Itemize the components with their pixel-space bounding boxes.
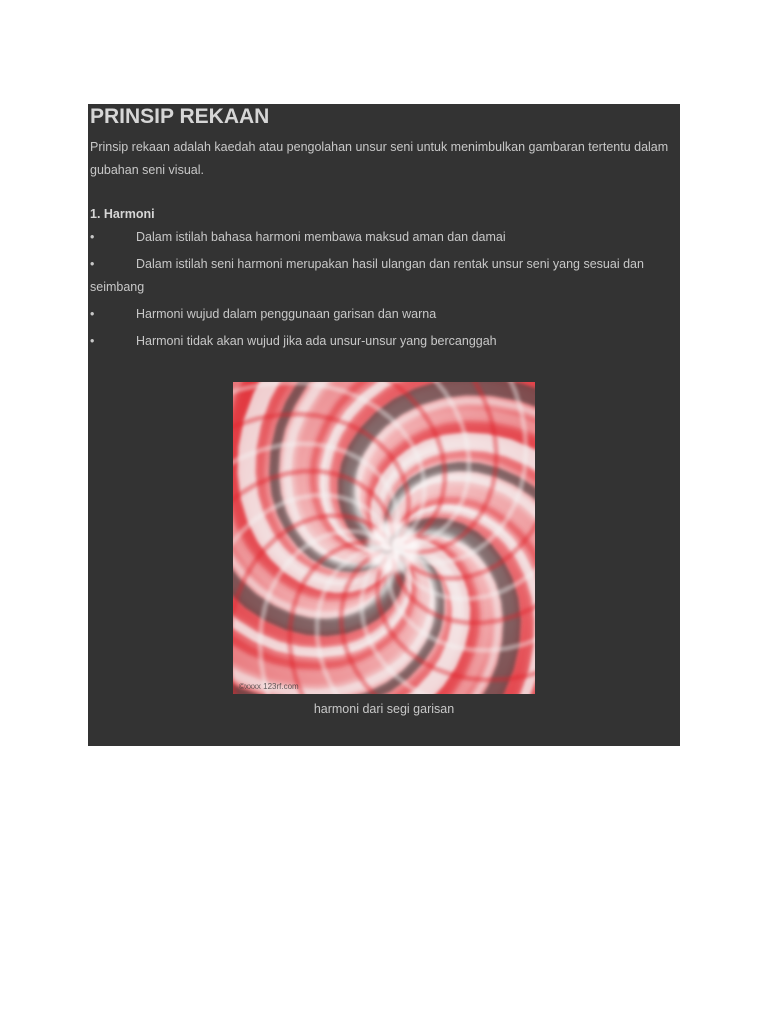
image-caption: harmoni dari segi garisan <box>313 702 455 716</box>
list-item-text: Dalam istilah seni harmoni merupakan hasil ulangan dan rentak unsur seni yang sesuai dan seimbang <box>90 257 644 294</box>
list-item <box>90 253 676 299</box>
bullet-icon: • <box>90 257 95 271</box>
bullet-icon: • <box>90 307 95 321</box>
list-item-text: Harmoni wujud dalam penggunaan garisan dan warna <box>136 307 437 321</box>
list-item <box>90 303 676 326</box>
harmoni-swirl-image <box>233 382 535 694</box>
bullet-icon: • <box>90 334 95 348</box>
list-item <box>90 330 676 353</box>
page-title: PRINSIP REKAAN <box>90 105 270 128</box>
section-heading: 1. Harmoni <box>90 207 155 221</box>
list-item-text: Harmoni tidak akan wujud jika ada unsur-unsur yang bercanggah <box>136 334 497 348</box>
swirl-center <box>367 521 419 573</box>
bullet-icon: • <box>90 230 95 244</box>
list-item <box>90 226 676 249</box>
intro-paragraph: Prinsip rekaan adalah kaedah atau pengolahan unsur seni untuk menimbulkan gambaran tertentu dalam gubahan seni visual. <box>90 140 669 177</box>
list-item-text: Dalam istilah bahasa harmoni membawa maksud aman dan damai <box>136 230 506 244</box>
swirl-artwork <box>233 382 535 694</box>
image-watermark: ©xxxx 123rf.com <box>239 682 299 691</box>
document-panel <box>88 104 680 746</box>
